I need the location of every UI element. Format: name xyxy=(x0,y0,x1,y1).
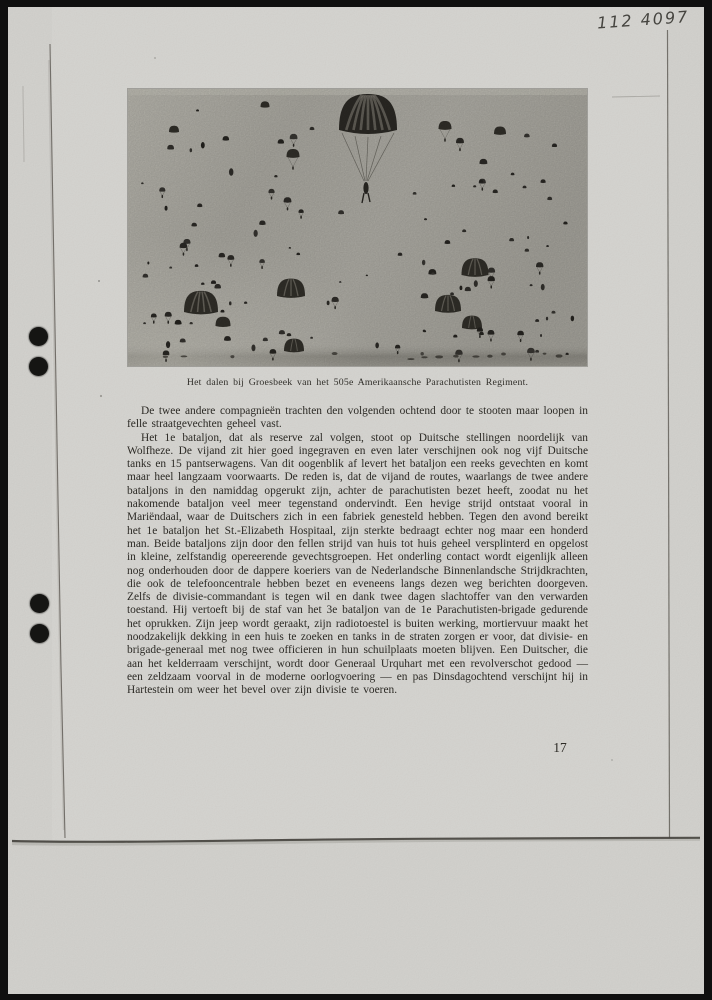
page-number: 17 xyxy=(553,740,567,755)
punch-hole xyxy=(30,624,49,643)
paragraph: Het 1e bataljon, dat als reserve zal volgen, stoot op Duitsche stellingen noordelijk van Wolfheze. De vijand zit hier goed ingegraven en even later verschijnen ook nog vijf Duitsche tanks en 15 pantserwagens. Van dit oogenblik af levert het bataljon een reeks gevechten en komt maar heel langzaam voorwaarts. De reden is, dat de vijand de routes, waarlangs de twee andere bataljons in den namiddag opgerukt zijn, achter de parachutisten bezet heeft, zoodat nu het nakomende bataljon veel meer tegenstand ondervindt. Een hevige strijd ontstaat vooral in Mariëndaal, waar de Duitschers zich in een fabriek genesteld hebben. Tegen den avond bereikt het 1e bataljon het St.-Elizabeth Hospitaal, zijn sterkte bedraagt echter nog maar een honderd man. Beide bataljons zijn door den fellen strijd van huis tot huis geheel versplinterd en opgelost in kleine, zelfstandig opereerende gevechtsgroepen. Het onderling contact wordt eigenlijk alleen nog onderhouden door de dappere koeriers van de Nederlandsche Binnenlandsche Strijdkrachten, die ook de telefooncentrale hebben bezet en eveneens langs dezen weg berichten doorgeven. Zelfs de divisie-commandant is tegen wil en dank twee dagen slachtoffer van den verwarden toestand. Hij vertoeft bij de staf van het 3e bataljon van de 1e Parachutisten-brigade gedurende het oprukken. Zijn jeep wordt geraakt, zijn radiotoestel is buiten werking, mortiervuur maakt het noodzakelijk dekking in een huis te zoeken en tanks in de straten zorgen er voor, dat divisie- en brigade-generaal met nog twee officieren in hun schuilplaats moeten blijven. Een Duitscher, die aan het kelderraam verschijnt, wordt door Generaal Urquhart met een revolverschot gedood — een zeldzaam voorval in de moderne oorlogvoering — en pas Dinsdagochtend verschijnt hij in Hartestein om weer het bevel over zijn divisie te voeren. xyxy=(127,431,588,697)
punch-hole xyxy=(29,357,48,376)
body-text xyxy=(127,405,588,698)
punch-hole xyxy=(29,327,48,346)
handwritten-archive-number: 112 4097 xyxy=(596,7,690,33)
photo-caption: Het dalen bij Groesbeek van het 505e Amerikaansche Parachutisten Regiment. xyxy=(186,377,529,388)
parachute-drop-photo xyxy=(128,89,587,366)
punch-hole xyxy=(30,594,49,613)
photo-grain xyxy=(128,89,587,366)
parachute-drop-photo-canvas xyxy=(128,89,587,366)
paragraph: De twee andere compagnieën trachten den volgenden ochtend door te stooten maar loopen in felle straatgevechten geheel vast. xyxy=(127,405,588,431)
